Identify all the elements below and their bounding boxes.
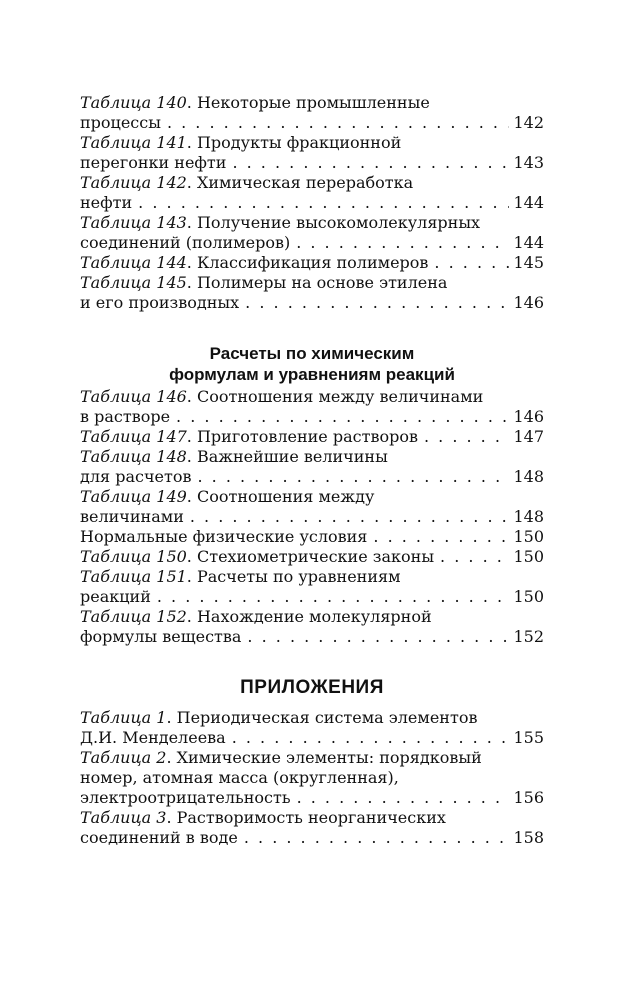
entry-title-cont: для расчетов — [80, 467, 192, 486]
entry-title: . Продукты фракционной — [186, 133, 402, 152]
toc-entry-table-141[interactable] — [80, 133, 544, 173]
page-number: 145 — [513, 253, 544, 272]
toc-group-2 — [80, 387, 544, 647]
entry-title-cont: соединений (полимеров) — [80, 233, 291, 252]
leader-dots — [297, 788, 510, 808]
leader-dots — [190, 507, 510, 527]
section-heading-calculations — [80, 343, 544, 385]
entry-label: Таблица 3 — [80, 808, 167, 827]
entry-label: Таблица 142 — [80, 173, 187, 192]
leader-dots — [138, 193, 509, 213]
leader-dots — [157, 587, 510, 607]
entry-label: Таблица 1 — [80, 708, 167, 727]
page-number: 147 — [513, 427, 544, 446]
entry-title: Нормальные физические условия — [80, 527, 368, 546]
toc-entry-table-152[interactable] — [80, 607, 544, 647]
page-number: 152 — [513, 627, 544, 646]
entry-title: . Полимеры на основе этилена — [186, 273, 448, 292]
page-number: 146 — [513, 293, 544, 312]
toc-entry-normal-conditions[interactable] — [80, 527, 544, 547]
entry-title: . Стехиометрические законы — [186, 547, 435, 566]
entry-title-cont: величинами — [80, 507, 184, 526]
toc-entry-table-140[interactable] — [80, 93, 544, 133]
entry-label: Таблица 147 — [80, 427, 187, 446]
leader-dots — [440, 547, 509, 567]
toc-entry-table-147[interactable] — [80, 427, 544, 447]
toc-entry-table-146[interactable] — [80, 387, 544, 427]
leader-dots — [245, 293, 509, 313]
table-of-contents — [80, 93, 544, 848]
entry-label: Таблица 150 — [80, 547, 187, 566]
entry-title-cont: перегонки нефти — [80, 153, 227, 172]
page-number: 146 — [513, 407, 544, 426]
toc-entry-appendix-table-2[interactable] — [80, 748, 544, 808]
entry-title-cont: и его производных — [80, 293, 240, 312]
page-number: 155 — [513, 728, 544, 747]
entry-title-cont: формулы вещества — [80, 627, 242, 646]
leader-dots — [424, 427, 509, 447]
entry-label: Таблица 143 — [80, 213, 187, 232]
entry-label: Таблица 146 — [80, 387, 187, 406]
page-number: 144 — [513, 233, 544, 252]
toc-entry-table-149[interactable] — [80, 487, 544, 527]
entry-title: . Нахождение молекулярной — [186, 607, 432, 626]
entry-title-cont: реакций — [80, 587, 151, 606]
section-heading-appendix: ПРИЛОЖЕНИЯ — [240, 677, 384, 698]
leader-dots — [373, 527, 509, 547]
entry-title: . Химическая переработка — [186, 173, 414, 192]
entry-label: Таблица 141 — [80, 133, 187, 152]
entry-title: . Получение высокомолекулярных — [186, 213, 481, 232]
toc-entry-table-150[interactable] — [80, 547, 544, 567]
leader-dots — [197, 467, 509, 487]
entry-label: Таблица 140 — [80, 93, 187, 112]
toc-entry-table-148[interactable] — [80, 447, 544, 487]
page-number: 150 — [513, 527, 544, 546]
toc-entry-table-144[interactable] — [80, 253, 544, 273]
toc-group-1 — [80, 93, 544, 313]
page-number: 144 — [513, 193, 544, 212]
toc-entry-table-145[interactable] — [80, 273, 544, 313]
page-number: 156 — [513, 788, 544, 807]
entry-title: . Классификация полимеров — [186, 253, 429, 272]
leader-dots — [244, 828, 510, 848]
toc-entry-appendix-table-3[interactable] — [80, 808, 544, 848]
toc-group-appendix — [80, 708, 544, 848]
entry-title: . Приготовление растворов — [186, 427, 418, 446]
toc-entry-table-143[interactable] — [80, 213, 544, 253]
page-number: 142 — [513, 113, 544, 132]
entry-title: . Важнейшие величины — [186, 447, 388, 466]
heading-line-1: Расчеты по химическим — [209, 344, 415, 363]
entry-title: . Периодическая система элементов — [166, 708, 478, 727]
leader-dots — [232, 728, 510, 748]
entry-title-cont: процессы — [80, 113, 161, 132]
leader-dots — [296, 233, 509, 253]
page-number: 158 — [513, 828, 544, 847]
page-number: 148 — [513, 467, 544, 486]
entry-title-cont: соединений в воде — [80, 828, 238, 847]
leader-dots — [176, 407, 509, 427]
leader-dots — [167, 113, 510, 133]
entry-label: Таблица 149 — [80, 487, 187, 506]
page-number: 143 — [513, 153, 544, 172]
entry-title-cont: Д.И. Менделеева — [80, 728, 226, 747]
entry-title: . Соотношения между величинами — [186, 387, 484, 406]
page-number: 148 — [513, 507, 544, 526]
entry-label: Таблица 2 — [80, 748, 167, 767]
entry-label: Таблица 152 — [80, 607, 187, 626]
entry-title-mid: номер, атомная масса (округленная), — [80, 768, 399, 787]
entry-label: Таблица 145 — [80, 273, 187, 292]
entry-title-cont: в растворе — [80, 407, 171, 426]
entry-label: Таблица 144 — [80, 253, 187, 272]
leader-dots — [232, 153, 509, 173]
entry-title: . Соотношения между — [186, 487, 375, 506]
entry-label: Таблица 151 — [80, 567, 187, 586]
entry-title-cont: электроотрицательность — [80, 788, 291, 807]
toc-entry-appendix-table-1[interactable] — [80, 708, 544, 748]
entry-title: . Некоторые промышленные — [186, 93, 430, 112]
page-number: 150 — [513, 587, 544, 606]
entry-title: . Расчеты по уравнениям — [186, 567, 401, 586]
heading-line-2: формулам и уравнениям реакций — [169, 365, 455, 384]
toc-entry-table-142[interactable] — [80, 173, 544, 213]
toc-entry-table-151[interactable] — [80, 567, 544, 607]
entry-title: . Растворимость неорганических — [166, 808, 446, 827]
leader-dots — [434, 253, 509, 273]
entry-title: . Химические элементы: порядковый — [166, 748, 482, 767]
leader-dots — [247, 627, 509, 647]
entry-label: Таблица 148 — [80, 447, 187, 466]
entry-title-cont: нефти — [80, 193, 133, 212]
page-number: 150 — [513, 547, 544, 566]
